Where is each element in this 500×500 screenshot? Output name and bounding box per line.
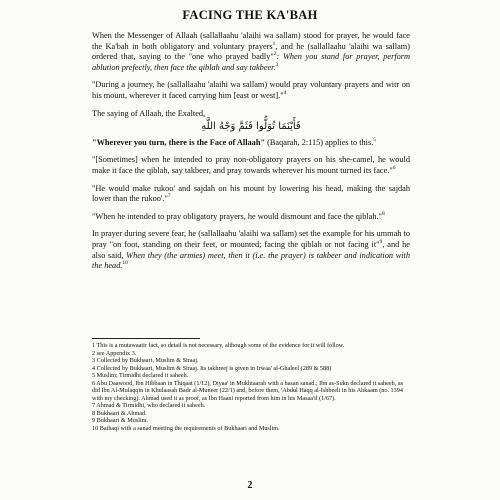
paragraph-8-text-a: In prayer during severe fear, he (sallallaahu 'alaihi wa sallam) set the example for his ummah to pray "on foot, standing on their feet, or mounted; facing the qiblah or not facing it" [92,229,410,249]
footnote: 6 Abu Daawood, Ibn Hibbaan in Thiqaat (1/12), Diyaa' in Mukhtaarah with a hasan sanad.; Ibn as-Sukn declared it saheeh, as did Ibn Al-Mulaqqin in Khulaasah Badr al-Muneer (22/1) and, before them, 'Abdul Haqq al-Ishbeeli in his Ahkaam (no. 1394 with my checking). Ahmad used it as proof, as Ibn Haani reported from him in his Masaa'il (1/67). [92,379,403,402]
paragraph-2 [92,80,410,101]
footnote: 1 This is a mutawaatir fact, so detail is not necessary, although some of the evidence for it will follow. [92,342,345,349]
footnote-ref-3: 3 [275,62,279,69]
paragraph-5 [92,155,410,176]
paragraph-3-text: The saying of Allaah, the Exalted, [92,108,206,118]
footnote: 7 Ahmad & Tirmidhi, who declared it saheeh. [92,402,206,409]
paragraph-7-text: "When he intended to pray obligatory prayers, he would dismount and face the qiblah." [92,211,382,221]
footnote: 8 Bukhaari & Ahmad. [92,409,147,417]
footnote: 9 Bukhaari & Muslim. [92,417,149,424]
paragraph-2-text: "During a journey, he (sallallaahu 'alaihi wa sallam) would pray voluntary prayers and witr on his mount, wherever it faced carrying him [east or west]." [92,80,410,100]
page-title: FACING THE KA'BAH [182,8,318,22]
page-number: 2 [247,480,253,491]
paragraph-4 [92,138,410,149]
footnote-ref-2: 2 [273,51,277,58]
paragraph-8-text-b: , and he also said, [92,239,410,260]
paragraph-8 [92,229,410,271]
paragraph-1-text-c: : When you stand for prayer, perform ablution prefectly, then face the qiblah and say takbeer. [92,52,410,72]
verse-translation: "Wherever you turn, there is the Face of Allaah" [92,137,266,147]
paragraph-3 [92,109,410,120]
paragraph-7 [92,212,410,223]
footnotes [92,342,410,432]
paragraph-5-text: "[Sometimes] when he intended to pray non-obligatory prayers on his she-camel, he would make it face the qiblah, say takbeer, and pray towards wherever his mount turned its face." [92,155,410,175]
paragraph-1-text-a: When the Messenger of Allaah (sallallaahu 'alaihi wa sallam) stood for prayer, he would face the Ka'bah in both obligatory and voluntary prayers [92,31,410,51]
footnote-ref-8: 8 [381,210,385,217]
paragraph-4-text: (Baqarah, 2:115) applies to this. [265,137,374,147]
footnote-ref-4: 4 [283,90,287,97]
footnote-ref-10: 10 [122,260,128,267]
paragraph-6-text: "He would make rukoo' and sajdah on his mount by lowering his head, making the sajdah lower than the rukoo'." [92,183,410,204]
footnote-ref-1: 1 [272,40,276,47]
footnote-divider [92,338,200,339]
paragraph-6 [92,184,410,205]
paragraph-8-text-italic: When they (the armies) meet, then it (i.e. the prayer) is takbeer and indication with the head. [92,250,410,271]
footnote-ref-5: 5 [373,136,377,143]
footnote-ref-6: 6 [392,165,396,172]
footnote-ref-7: 7 [167,193,171,200]
footnote: 10 Baihaqi with a sanad meeting the requirements of Bukhaari and Muslim. [92,424,280,432]
paragraph-1-text-b: , and he (sallallaahu 'alaihi wa sallam) ordered that, saying to the "one who prayed badly" [92,41,410,62]
arabic-verse: فَأَيْنَمَا تُوَلُّوا فَثَمَّ وَجْهُ اللَّهِ [201,121,301,133]
footnote: 2 see Appendix 3. [92,349,137,357]
footnote: 5 Muslim; Tirmidhi declared it saheeh. [92,372,189,379]
footnote: 3 Collected by Bukhaari, Muslim & Siraaj. [92,357,199,364]
footnote: 4 Collected by Bukhaari, Muslim & Siraaj. Its takhreej is given in Irwaa' al-Ghaleel (289 & 588) [92,364,332,372]
body-text [92,31,410,279]
footnote-ref-9: 9 [379,239,383,246]
paragraph-1 [92,31,410,73]
